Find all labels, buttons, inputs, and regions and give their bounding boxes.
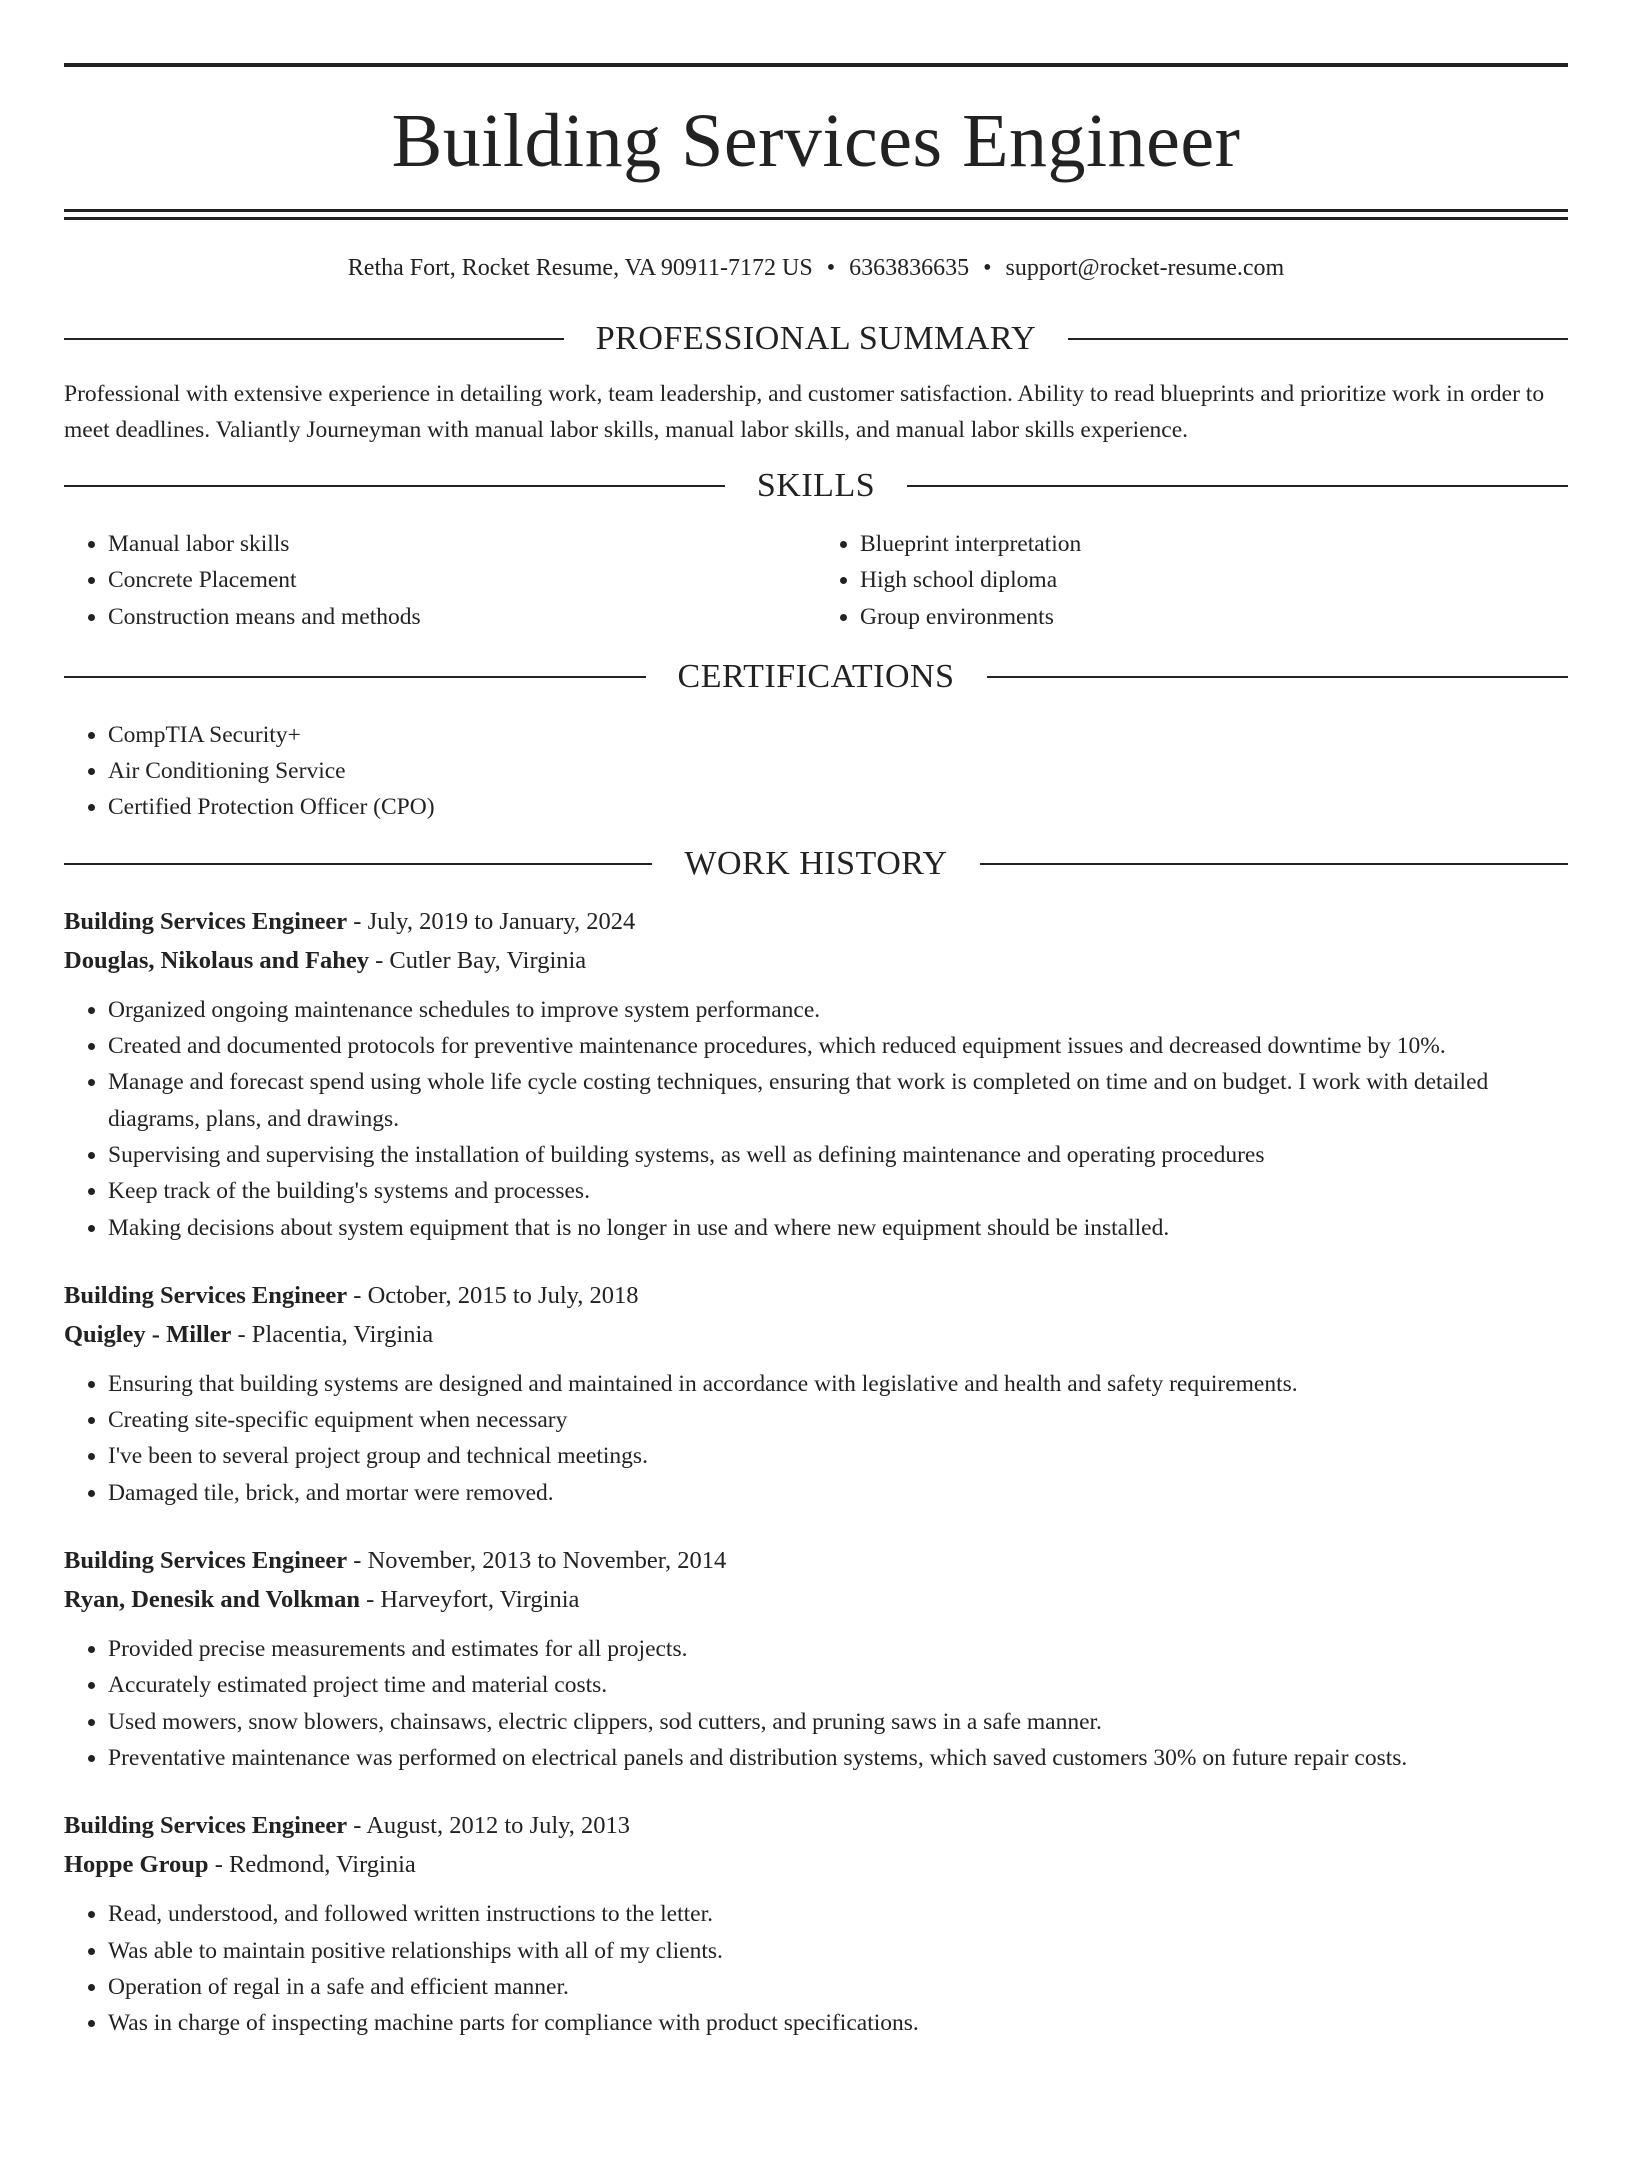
contact-line: [64, 253, 1568, 283]
job-dash: -: [347, 1547, 368, 1575]
job-entry: [64, 902, 1568, 1246]
certification-item: • Certified Protection Officer (CPO): [108, 789, 1568, 825]
job-bullet: • Organized ongoing maintenance schedules to improve system performance.: [108, 992, 1568, 1028]
contact-separator: •: [826, 255, 836, 281]
contact-address: Retha Fort, Rocket Resume, VA 90911-7172 US: [347, 255, 813, 281]
job-entry: [64, 1276, 1568, 1511]
job-bullet: • Creating site-specific equipment when necessary: [108, 1402, 1568, 1438]
job-bullet: • Was able to maintain positive relationships with all of my clients.: [108, 1933, 1568, 1969]
title-double-rule: [64, 209, 1568, 220]
section-heading-skills: [64, 466, 1568, 506]
job-bullet: • Making decisions about system equipment that is no longer in use and where new equipment should be installed.: [108, 1210, 1568, 1246]
heading-rule: [64, 863, 652, 865]
job-title: Building Services Engineer: [64, 1281, 348, 1309]
job-dash: -: [208, 1851, 229, 1879]
section-heading-certifications: [64, 657, 1568, 697]
top-rule: [64, 63, 1568, 67]
job-bullet: • Damaged tile, brick, and mortar were removed.: [108, 1475, 1568, 1511]
job-entry: [64, 1541, 1568, 1776]
resume-title: Building Services Engineer: [391, 99, 1241, 183]
skill-item: • Concrete Placement: [108, 562, 816, 598]
job-company-line: [64, 1845, 1568, 1884]
job-dash: -: [347, 1281, 368, 1309]
job-location: Placentia, Virginia: [251, 1320, 434, 1348]
heading-label: SKILLS: [756, 467, 876, 504]
job-location: Redmond, Virginia: [228, 1851, 416, 1879]
skills-left-list: [64, 526, 816, 635]
section-heading-work-history: [64, 844, 1568, 884]
job-company-line: [64, 941, 1568, 980]
job-title-line: [64, 1276, 1568, 1315]
job-dash: -: [347, 1812, 367, 1840]
job-title-line: [64, 1541, 1568, 1580]
heading-label: CERTIFICATIONS: [677, 657, 955, 695]
job-title: Building Services Engineer: [64, 907, 348, 935]
job-bullet: • Operation of regal in a safe and efficient manner.: [108, 1969, 1568, 2005]
job-dash: -: [231, 1320, 252, 1348]
heading-rule: [64, 676, 646, 678]
job-bullet: • Manage and forecast spend using whole life cycle costing techniques, ensuring that work is completed on time and on budget. I work with detailed diagrams, plans, and drawings.: [108, 1064, 1568, 1137]
certifications-list: [64, 717, 1568, 826]
job-bullet: • I've been to several project group and technical meetings.: [108, 1438, 1568, 1474]
job-dates: November, 2013 to November, 2014: [367, 1547, 727, 1575]
skill-item: • Manual labor skills: [108, 526, 816, 562]
job-bullet: • Supervising and supervising the installation of building systems, as well as defining maintenance and operating procedures: [108, 1137, 1568, 1173]
heading-label: PROFESSIONAL SUMMARY: [595, 320, 1037, 357]
job-dash: -: [359, 1586, 381, 1614]
job-company-line: [64, 1315, 1568, 1354]
job-dates: October, 2015 to July, 2018: [367, 1281, 639, 1309]
heading-rule: [64, 338, 564, 340]
job-bullet: • Preventative maintenance was performed on electrical panels and distribution systems, which saved customers 30% on future repair costs.: [108, 1740, 1568, 1776]
certification-item: • CompTIA Security+: [108, 717, 1568, 753]
job-entry: [64, 1806, 1568, 2041]
job-company: Douglas, Nikolaus and Fahey: [64, 946, 369, 974]
heading-rule: [987, 676, 1569, 678]
job-bullet: • Keep track of the building's systems and processes.: [108, 1173, 1568, 1209]
summary-text: Professional with extensive experience in detailing work, team leadership, and customer satisfaction. Ability to read blueprints and prioritize work in order to meet deadlines. Valiantly Journeyman with manual labor skills, manual labor skills, and manual labor skills experience.: [64, 381, 1545, 443]
contact-separator: •: [983, 255, 992, 281]
contact-email: support@rocket-resume.com: [1005, 255, 1285, 281]
job-title-line: [64, 902, 1568, 941]
job-bullet: • Provided precise measurements and estimates for all projects.: [108, 1631, 1568, 1667]
job-title: Building Services Engineer: [64, 1547, 348, 1575]
job-dates: August, 2012 to July, 2013: [366, 1812, 631, 1840]
job-bullets: [64, 1366, 1568, 1511]
skill-item: • Group environments: [860, 599, 1568, 635]
job-bullet: • Was in charge of inspecting machine parts for compliance with product specifications.: [108, 2005, 1568, 2041]
job-bullets: [64, 1896, 1568, 2041]
job-company: Hoppe Group: [64, 1851, 209, 1879]
job-title-line: [64, 1806, 1568, 1845]
contact-phone: 6363836635: [849, 255, 970, 281]
job-company: Ryan, Denesik and Volkman: [64, 1586, 360, 1614]
job-dash: -: [368, 946, 390, 974]
job-company: Quigley - Miller: [64, 1320, 232, 1348]
job-bullet: • Created and documented protocols for preventive maintenance procedures, which reduced equipment issues and decreased downtime by 10%.: [108, 1028, 1568, 1064]
skills-grid: [64, 526, 1568, 635]
skill-item: • High school diploma: [860, 562, 1568, 598]
job-bullet: • Accurately estimated project time and material costs.: [108, 1667, 1568, 1703]
job-company-line: [64, 1580, 1568, 1619]
job-location: Harveyfort, Virginia: [380, 1586, 580, 1614]
job-bullet: • Ensuring that building systems are designed and maintained in accordance with legislative and health and safety requirements.: [108, 1366, 1568, 1402]
job-location: Cutler Bay, Virginia: [389, 946, 587, 974]
job-dates: July, 2019 to January, 2024: [367, 907, 636, 935]
heading-rule: [907, 485, 1568, 487]
job-bullet: • Used mowers, snow blowers, chainsaws, electric clippers, sod cutters, and pruning saws in a safe manner.: [108, 1704, 1568, 1740]
skill-item: • Construction means and methods: [108, 599, 816, 635]
resume-page: [0, 63, 1632, 2175]
section-heading-summary: [64, 319, 1568, 359]
job-bullets: [64, 992, 1568, 1246]
heading-label: WORK HISTORY: [684, 844, 948, 882]
job-dash: -: [347, 907, 368, 935]
heading-rule: [1068, 338, 1568, 340]
skill-item: • Blueprint interpretation: [860, 526, 1568, 562]
certification-item: • Air Conditioning Service: [108, 753, 1568, 789]
job-bullets: [64, 1631, 1568, 1776]
heading-rule: [64, 485, 725, 487]
job-bullet: • Read, understood, and followed written instructions to the letter.: [108, 1896, 1568, 1932]
job-title: Building Services Engineer: [64, 1812, 348, 1840]
heading-rule: [980, 863, 1568, 865]
skills-right-list: [816, 526, 1568, 635]
